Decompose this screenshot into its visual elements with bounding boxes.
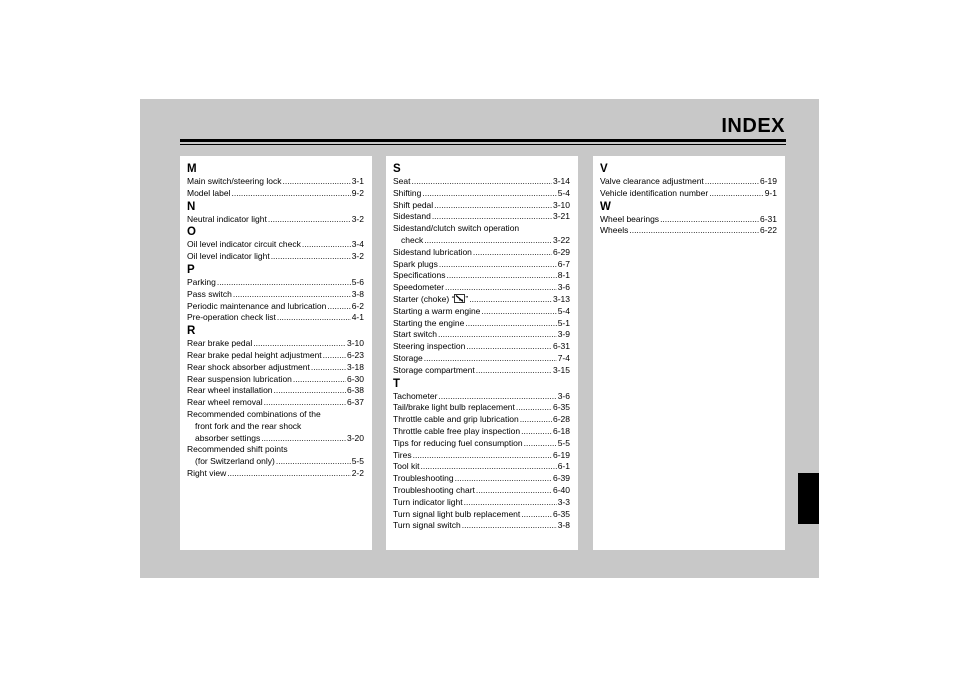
index-entry-label: check — [401, 234, 424, 245]
leader-dots — [521, 509, 552, 521]
index-entry-label: Wheel bearings — [600, 213, 660, 224]
page-title: INDEX — [721, 115, 785, 137]
index-entry-label: Specifications — [393, 270, 446, 281]
index-entry — [187, 251, 364, 263]
index-entry-label: Rear wheel installation — [187, 385, 273, 396]
index-entry — [187, 350, 364, 362]
index-entry-page: 6-19 — [759, 176, 777, 186]
index-entry — [393, 473, 570, 485]
index-entry — [600, 188, 777, 200]
index-entry-label: Turn signal switch — [393, 520, 461, 531]
header-rule-thin — [180, 144, 786, 145]
section-letter: M — [187, 163, 197, 175]
index-entry-page: 5-5 — [557, 437, 570, 448]
index-entry-page: 3-6 — [557, 390, 570, 401]
index-entry — [393, 365, 570, 377]
index-entry-label: Turn signal light bulb replacement — [393, 508, 521, 519]
index-entry-label: Valve clearance adjustment — [600, 176, 704, 186]
index-entry-label: Starting a warm engine — [393, 305, 481, 316]
index-entry-page: 9-2 — [351, 187, 364, 198]
index-entry-label: Sidestand lubrication — [393, 246, 472, 257]
index-entry-page: 3-2 — [351, 251, 364, 262]
index-entry — [393, 497, 570, 509]
index-entry — [187, 289, 364, 301]
leader-dots — [438, 329, 557, 341]
index-entry-label: Starting the engine — [393, 317, 465, 328]
index-entry — [187, 301, 364, 313]
leader-dots — [465, 318, 556, 330]
index-entry — [393, 509, 570, 521]
index-entry — [393, 461, 570, 473]
index-entry — [600, 214, 777, 226]
section-letter: V — [600, 163, 608, 175]
index-entry-page: 6-40 — [552, 484, 570, 495]
index-entry-label: Storage — [393, 352, 423, 363]
index-entry-page: 6-35 — [552, 508, 570, 519]
index-entry-page: 7-4 — [557, 352, 570, 363]
index-entry-page: 3-4 — [351, 239, 364, 250]
section-letter: N — [187, 200, 196, 213]
index-entry — [393, 402, 570, 414]
leader-dots — [438, 391, 556, 403]
leader-dots — [327, 301, 350, 313]
header-rule — [180, 139, 786, 142]
section-letter: R — [187, 325, 196, 338]
index-entry-page: 3-10 — [346, 338, 364, 349]
index-entry — [187, 362, 364, 374]
index-entry-label: Troubleshooting — [393, 473, 454, 484]
index-entry-label: Neutral indicator light — [187, 213, 267, 224]
index-entry-page: 6-39 — [552, 473, 570, 484]
manual-page — [140, 99, 819, 578]
section-letter: W — [600, 200, 611, 213]
index-entry — [393, 211, 570, 223]
index-entry-page: 6-19 — [552, 449, 570, 460]
index-entry-page: 6-7 — [557, 258, 570, 269]
leader-dots — [462, 520, 557, 532]
leader-dots — [516, 402, 552, 414]
index-entry — [393, 414, 570, 426]
index-entry-label: Rear brake pedal — [187, 338, 253, 349]
section-letter: T — [393, 377, 401, 390]
index-entry-label: Shifting — [393, 187, 422, 198]
index-entry-label: Tires — [393, 449, 412, 460]
index-entry — [187, 456, 364, 468]
index-entry-label: Tips for reducing fuel consumption — [393, 437, 523, 448]
index-entry-page: 3-9 — [557, 329, 570, 340]
index-entry — [393, 200, 570, 212]
index-entry-label: Rear wheel removal — [187, 397, 263, 408]
index-entry-page: 5-4 — [557, 187, 570, 198]
index-entry-label: Main switch/steering lock — [187, 176, 282, 186]
choke-icon — [454, 294, 465, 303]
leader-dots — [629, 225, 759, 237]
leader-dots — [520, 414, 552, 426]
index-entry-label: Oil level indicator circuit check — [187, 239, 301, 250]
leader-dots — [323, 350, 346, 362]
index-entry-page: 3-14 — [552, 176, 570, 186]
index-entry — [187, 433, 364, 445]
index-entry-page: 5-5 — [351, 456, 364, 467]
leader-dots — [261, 433, 346, 445]
index-entry-page: 6-23 — [346, 349, 364, 360]
index-entry — [187, 397, 364, 409]
index-entry-page: 3-15 — [552, 364, 570, 375]
index-entry — [393, 438, 570, 450]
index-entry-line: Recommended combinations of the — [187, 408, 321, 419]
index-entry — [393, 353, 570, 365]
leader-dots — [420, 461, 556, 473]
index-entry-label: Right view — [187, 467, 227, 478]
index-entry-label: Model label — [187, 187, 231, 198]
section-letter: O — [187, 226, 196, 239]
index-entry — [393, 426, 570, 438]
index-entry — [600, 225, 777, 237]
leader-dots — [253, 338, 346, 350]
index-entry — [393, 270, 570, 282]
index-entry-page: 6-35 — [552, 402, 570, 413]
index-entry-page: 3-8 — [351, 288, 364, 299]
index-entry — [187, 176, 364, 188]
index-entry-label: Speedometer — [393, 282, 445, 293]
leader-dots — [469, 294, 552, 306]
index-entry-label: Spark plugs — [393, 258, 438, 269]
index-entry-page: 6-30 — [346, 373, 364, 384]
index-entry — [393, 318, 570, 330]
index-entry-page: 6-37 — [346, 397, 364, 408]
index-entry-page: 2-2 — [351, 467, 364, 478]
index-entry-page: 6-18 — [552, 425, 570, 436]
leader-dots — [276, 456, 351, 468]
index-entry — [393, 329, 570, 341]
index-entry — [187, 239, 364, 251]
index-column-1 — [180, 156, 372, 550]
index-entry-page: 3-3 — [557, 496, 570, 507]
leader-dots — [445, 282, 557, 294]
index-entry-label: Storage compartment — [393, 364, 475, 375]
index-entry-page: 3-20 — [346, 432, 364, 443]
leader-dots — [476, 485, 552, 497]
index-entry — [187, 374, 364, 386]
leader-dots — [217, 277, 351, 289]
chapter-tab-marker — [798, 473, 819, 524]
index-entry — [393, 247, 570, 259]
leader-dots — [277, 312, 351, 324]
index-entry — [187, 385, 364, 397]
leader-dots — [466, 341, 552, 353]
index-entry-page: 5-1 — [557, 317, 570, 328]
index-entry-page: 3-22 — [552, 234, 570, 245]
index-entry-label: Throttle cable free play inspection — [393, 425, 521, 436]
leader-dots — [424, 235, 552, 247]
leader-dots — [524, 438, 557, 450]
index-entry-page: 3-6 — [557, 282, 570, 293]
index-entry-label: Troubleshooting chart — [393, 484, 475, 495]
leader-dots — [709, 188, 763, 200]
leader-dots — [705, 176, 759, 188]
index-entry-label: Throttle cable and grip lubrication — [393, 414, 519, 425]
index-entry-label: (for Switzerland only) — [195, 456, 275, 467]
index-entry — [393, 259, 570, 271]
index-entry — [393, 294, 570, 306]
leader-dots — [432, 211, 552, 223]
index-entry-line: Recommended shift points — [187, 444, 288, 455]
index-entry — [393, 188, 570, 200]
index-entry-label — [393, 294, 468, 306]
index-entry-label: Rear suspension lubrication — [187, 373, 292, 384]
index-entry-page: 6-31 — [759, 213, 777, 224]
index-entry-page: 3-2 — [351, 213, 364, 224]
index-entry — [187, 277, 364, 289]
index-entry-page: 4-1 — [351, 312, 364, 323]
leader-dots — [413, 450, 552, 462]
index-entry-page: 3-8 — [557, 520, 570, 531]
index-entry-page: 6-22 — [759, 225, 777, 236]
index-entry — [187, 188, 364, 200]
index-entry-label-text: Starter (choke) “ ” — [393, 293, 469, 304]
index-entry-label: Rear brake pedal height adjustment — [187, 349, 322, 360]
index-entry-page: 6-38 — [346, 385, 364, 396]
index-entry-page: 6-2 — [351, 300, 364, 311]
index-entry — [393, 235, 570, 247]
leader-dots — [476, 365, 552, 377]
index-entry-page: 3-21 — [552, 211, 570, 222]
index-entry-page: 3-1 — [351, 176, 364, 186]
index-entry — [187, 468, 364, 480]
index-entry — [393, 485, 570, 497]
index-column-2 — [386, 156, 578, 550]
index-entry-label: Tail/brake light bulb replacement — [393, 402, 515, 413]
leader-dots — [412, 176, 552, 188]
index-entry-page: 3-18 — [346, 361, 364, 372]
index-entry — [187, 312, 364, 324]
index-entry — [393, 450, 570, 462]
section-letter: P — [187, 263, 195, 276]
index-entry-page: 6-31 — [552, 341, 570, 352]
leader-dots — [293, 374, 346, 386]
index-entry-page: 9-1 — [764, 187, 777, 198]
index-entry-page: 3-10 — [552, 199, 570, 210]
index-entry-label: Start switch — [393, 329, 437, 340]
index-entry — [393, 306, 570, 318]
leader-dots — [434, 200, 552, 212]
index-entry-label: Shift pedal — [393, 199, 434, 210]
index-entry — [187, 338, 364, 350]
index-entry-label: Vehicle identification number — [600, 187, 709, 198]
leader-dots — [464, 497, 557, 509]
index-entry-label: Oil level indicator light — [187, 251, 270, 262]
index-entry-label: Tool kit — [393, 461, 420, 472]
index-entry — [600, 176, 777, 188]
index-entry-page: 6-28 — [552, 414, 570, 425]
index-entry-label: Periodic maintenance and lubrication — [187, 300, 327, 311]
index-entry — [393, 282, 570, 294]
index-entry-page: 8-1 — [557, 270, 570, 281]
index-entry-label: Wheels — [600, 225, 629, 236]
leader-dots — [455, 473, 552, 485]
leader-dots — [282, 176, 350, 188]
leader-dots — [274, 385, 346, 397]
leader-dots — [446, 270, 556, 282]
index-entry-label: Steering inspection — [393, 341, 466, 352]
leader-dots — [271, 251, 351, 263]
leader-dots — [264, 397, 346, 409]
leader-dots — [439, 259, 557, 271]
leader-dots — [302, 239, 351, 251]
index-entry-page: 3-13 — [552, 293, 570, 304]
leader-dots — [473, 247, 552, 259]
index-column-3 — [593, 156, 785, 550]
index-entry — [393, 176, 570, 188]
index-entry-page: 5-6 — [351, 276, 364, 287]
index-entry-label: Parking — [187, 276, 216, 287]
leader-dots — [311, 362, 346, 374]
index-entry-label: Rear shock absorber adjustment — [187, 361, 310, 372]
index-entry-page: 5-4 — [557, 305, 570, 316]
leader-dots — [231, 188, 350, 200]
index-entry-label: Seat — [393, 176, 411, 186]
leader-dots — [227, 468, 350, 480]
leader-dots — [422, 188, 556, 200]
leader-dots — [521, 426, 552, 438]
leader-dots — [268, 214, 351, 226]
index-entry — [393, 341, 570, 353]
index-entry-label: Pass switch — [187, 288, 232, 299]
index-entry — [393, 520, 570, 532]
index-entry-label: Sidestand — [393, 211, 431, 222]
index-entry-line: Sidestand/clutch switch operation — [393, 223, 520, 234]
index-entry-page: 6-1 — [557, 461, 570, 472]
index-entry-page: 6-29 — [552, 246, 570, 257]
index-entry-line: front fork and the rear shock — [195, 420, 302, 431]
leader-dots — [481, 306, 556, 318]
index-entry-label: absorber settings — [195, 432, 261, 443]
index-entry-label: Tachometer — [393, 390, 438, 401]
index-entry — [393, 391, 570, 403]
section-letter: S — [393, 163, 401, 175]
leader-dots — [233, 289, 351, 301]
index-entry-label: Pre-operation check list — [187, 312, 276, 323]
leader-dots — [660, 214, 759, 226]
leader-dots — [424, 353, 557, 365]
index-entry — [187, 214, 364, 226]
index-entry-label: Turn indicator light — [393, 496, 463, 507]
